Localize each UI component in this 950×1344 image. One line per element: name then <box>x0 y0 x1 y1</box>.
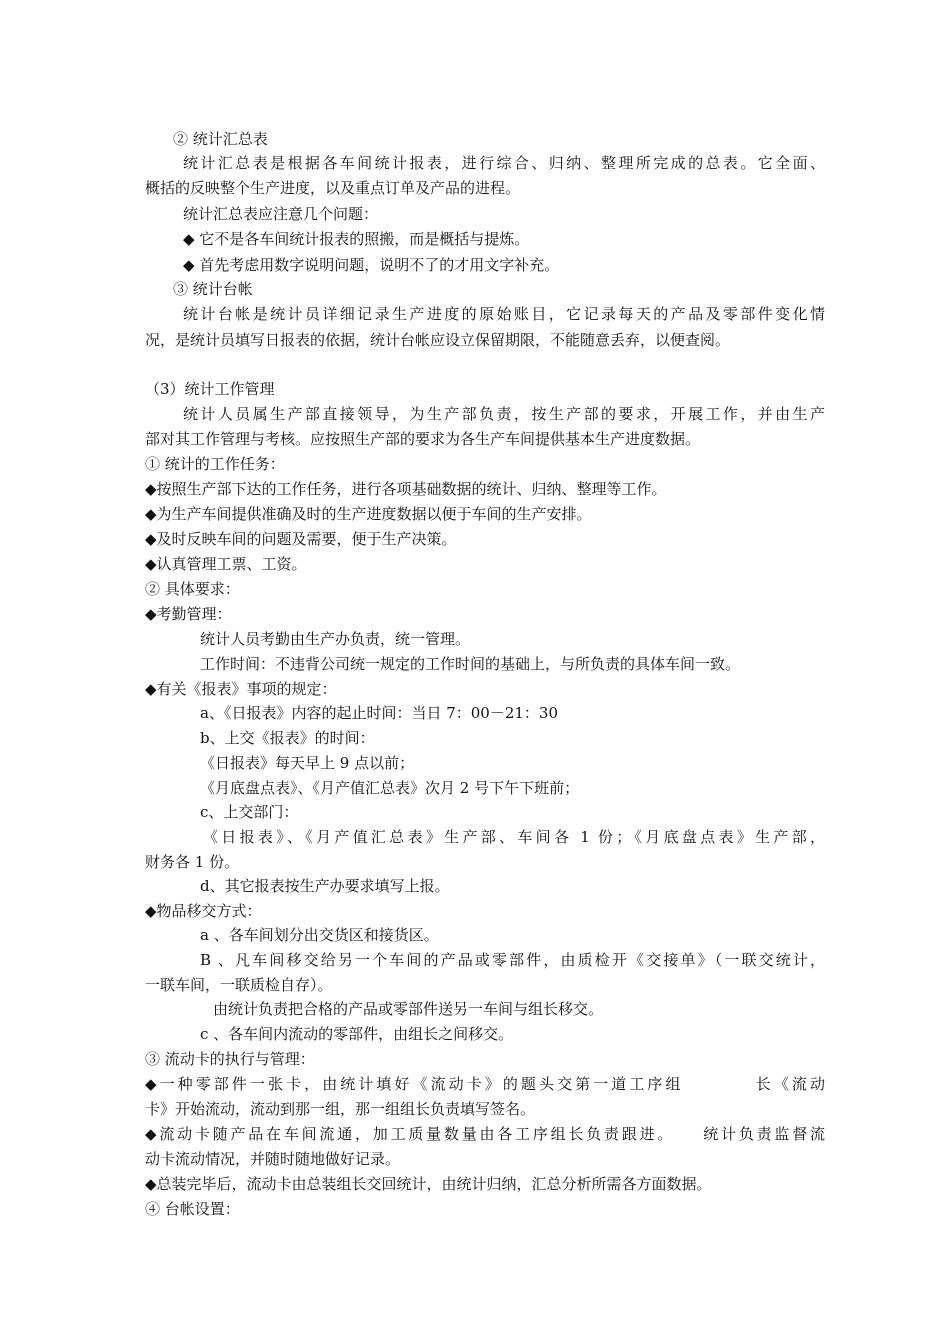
text-line: ◆考勤管理： <box>145 605 232 623</box>
text-line: 统计台帐是统计员详细记录生产进度的原始账目，它记录每天的产品及零部件变化情 <box>183 305 825 323</box>
text-line: 工作时间：不违背公司统一规定的工作时间的基础上，与所负责的具体车间一致。 <box>200 655 741 673</box>
text-line: 由统计负责把合格的产品或零部件送另一车间与组长移交。 <box>213 1000 604 1018</box>
text-line: 统计汇总表是根据各车间统计报表，进行综合、归纳、整理所完成的总表。它全面、 <box>183 154 825 172</box>
text-line: ◆ 它不是各车间统计报表的照搬，而是概括与提炼。 <box>183 230 530 248</box>
text-line: ◆为生产车间提供准确及时的生产进度数据以便于车间的生产安排。 <box>145 505 592 523</box>
text-line: 概括的反映整个生产进度，以及重点订单及产品的进程。 <box>145 179 521 197</box>
text-line: 部对其工作管理与考核。应按照生产部的要求为各生产车间提供基本生产进度数据。 <box>145 430 701 448</box>
text-line: ◆物品移交方式： <box>145 902 262 920</box>
text-line: d、其它报表按生产办要求填写上报。 <box>200 877 450 895</box>
text-line: 统计汇总表应注意几个问题： <box>183 205 379 223</box>
text-line: ◆流动卡随产品在车间流通，加工质量数量由各工序组长负责跟进。 统计负责监督流 <box>145 1125 825 1143</box>
text-line: ② 统计汇总表 <box>173 130 268 148</box>
text-line: ◆ 首先考虑用数字说明问题，说明不了的才用文字补充。 <box>183 256 560 274</box>
text-line: ① 统计的工作任务： <box>145 455 285 473</box>
text-line: c、上交部门： <box>200 803 299 821</box>
text-line: 动卡流动情况，并随时随地做好记录。 <box>145 1150 401 1168</box>
text-line: ◆按照生产部下达的工作任务，进行各项基础数据的统计、归纳、整理等工作。 <box>145 480 667 498</box>
text-line: ◆总装完毕后，流动卡由总装组长交回统计，由统计归纳，汇总分析所需各方面数据。 <box>145 1175 712 1193</box>
text-line: ◆及时反映车间的问题及需要，便于生产决策。 <box>145 530 457 548</box>
text-line: ◆认真管理工票、工资。 <box>145 555 307 573</box>
text-line: ◆有关《报表》事项的规定： <box>145 680 337 698</box>
text-line: 财务各 1 份。 <box>145 853 240 871</box>
text-line: 卡》开始流动，流动到那一组，那一组组长负责填写签名。 <box>145 1100 536 1118</box>
text-line: ② 具体要求： <box>145 580 240 598</box>
text-line: ③ 流动卡的执行与管理： <box>145 1050 315 1068</box>
text-line: 《日报表》每天早上 9 点以前； <box>200 754 415 772</box>
text-line: ④ 台帐设置： <box>145 1200 240 1218</box>
text-line: （3）统计工作管理 <box>145 380 275 398</box>
text-line: a、《日报表》内容的起止时间：当日 7：00－21：30 <box>200 704 559 722</box>
text-line: ③ 统计台帐 <box>173 280 253 298</box>
text-line: B 、凡车间移交给另一个车间的产品或零部件，由质检开《交接单》（一联交统计， <box>200 951 825 969</box>
text-line: c 、各车间内流动的零部件，由组长之间移交。 <box>200 1025 514 1043</box>
text-line: 一联车间，一联质检自存）。 <box>145 976 333 994</box>
text-line: 统计人员属生产部直接领导，为生产部负责，按生产部的要求，开展工作，并由生产 <box>183 405 825 423</box>
text-line: 况，是统计员填写日报表的依据，统计台帐应设立保留期限，不能随意丢弃，以便查阅。 <box>145 331 731 349</box>
text-line: 《月底盘点表》、《月产值汇总表》次月 2 号下午下班前； <box>200 779 580 797</box>
text-line: ◆一种零部件一张卡，由统计填好《流动卡》的题头交第一道工序组 长《流动 <box>145 1075 825 1093</box>
text-line: 统计人员考勤由生产办负责，统一管理。 <box>200 630 471 648</box>
text-line: 《日报表》、《月产值汇总表》生产部、车间各 1 份；《月底盘点表》生产部， <box>203 828 825 846</box>
text-line: a 、各车间划分出交货区和接货区。 <box>200 926 439 944</box>
text-line: b、上交《报表》的时间： <box>200 729 375 747</box>
